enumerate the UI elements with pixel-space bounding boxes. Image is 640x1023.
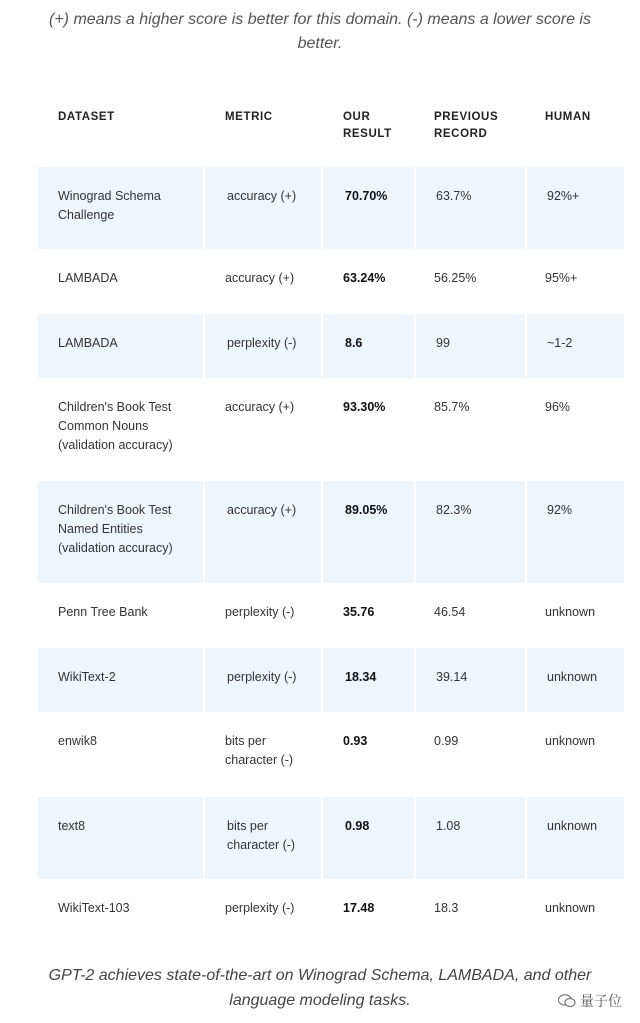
cell-our-result: 8.6: [321, 314, 414, 378]
cell-our-result: 89.05%: [321, 481, 414, 583]
cell-dataset-line: enwik8: [58, 734, 97, 748]
table-row: [38, 481, 624, 583]
cell-metric: [203, 583, 321, 648]
cell-our-result: 35.76: [343, 605, 375, 619]
cell-human: unknown: [545, 605, 596, 619]
wechat-logo-icon: [558, 994, 576, 1008]
cell-previous-record: 0.99: [434, 734, 459, 748]
table-row: [38, 249, 624, 314]
cell-previous-record: 99: [414, 314, 525, 378]
cell-previous-record: 18.3: [434, 901, 459, 915]
cell-metric-line: bits per: [227, 819, 268, 833]
cell-dataset: [38, 648, 203, 712]
table-row: [38, 583, 624, 648]
cell-metric: [203, 648, 321, 712]
cell-human: unknown: [525, 797, 624, 879]
cell-human: unknown: [525, 648, 624, 712]
cell-our-result: 17.48: [343, 901, 375, 915]
cell-dataset-line: text8: [58, 819, 86, 833]
cell-metric-line: perplexity (-): [225, 605, 295, 619]
cell-dataset-line: LAMBADA: [58, 336, 118, 350]
cell-metric: [203, 712, 321, 797]
results-table: [38, 85, 624, 944]
cell-human: 92%+: [525, 167, 624, 249]
cell-our-result: 93.30%: [343, 400, 386, 414]
cell-dataset-line: Challenge: [58, 208, 115, 222]
table-header: [38, 85, 624, 167]
cell-previous-record: 63.7%: [414, 167, 525, 249]
cell-dataset: [38, 481, 203, 583]
cell-metric: [203, 797, 321, 879]
cell-previous-record: 39.14: [414, 648, 525, 712]
header-dataset: DATASET: [58, 111, 115, 123]
cell-metric-line: accuracy (+): [225, 400, 295, 414]
cell-metric: [203, 249, 321, 314]
cell-dataset: [38, 879, 203, 944]
cell-metric: [203, 879, 321, 944]
cell-human: unknown: [545, 734, 596, 748]
scoring-note: (+) means a higher score is better for this domain. (-) means a lower score is better.: [49, 11, 591, 52]
cell-dataset-line: WikiText-103: [58, 901, 130, 915]
cell-human: 95%+: [545, 271, 578, 285]
cell-dataset: [38, 314, 203, 378]
cell-dataset-line: (validation accuracy): [58, 438, 173, 452]
cell-previous-record: 56.25%: [434, 271, 477, 285]
cell-dataset: [38, 712, 203, 797]
cell-human: ~1-2: [525, 314, 624, 378]
table-row: [38, 167, 624, 249]
cell-dataset: [38, 167, 203, 249]
cell-dataset: [38, 249, 203, 314]
cell-metric: [203, 167, 321, 249]
cell-dataset-line: Children's Book Test: [58, 503, 172, 517]
cell-dataset-line: Children's Book Test: [58, 400, 172, 414]
cell-dataset-line: WikiText-2: [58, 670, 116, 684]
cell-metric-line: accuracy (+): [227, 189, 297, 203]
header-human: HUMAN: [545, 111, 591, 123]
cell-dataset-line: LAMBADA: [58, 271, 118, 285]
cell-dataset: [38, 797, 203, 879]
watermark-text: 量子位: [580, 993, 622, 1009]
cell-our-result: 0.98: [321, 797, 414, 879]
header-previous-record-line2: RECORD: [434, 128, 488, 140]
cell-dataset-line: Winograd Schema: [58, 189, 161, 203]
header-our-result-line2: RESULT: [343, 128, 392, 140]
table-row: [38, 378, 624, 481]
cell-human: 96%: [545, 400, 571, 414]
cell-metric: [203, 378, 321, 481]
cell-dataset-line: Common Nouns: [58, 419, 149, 433]
cell-metric: [203, 314, 321, 378]
cell-previous-record: 85.7%: [434, 400, 470, 414]
cell-metric-line: accuracy (+): [227, 503, 297, 517]
table-row: [38, 879, 624, 944]
table-row: [38, 797, 624, 879]
cell-metric-line: perplexity (-): [227, 336, 297, 350]
header-metric: METRIC: [225, 111, 273, 123]
cell-our-result: 0.93: [343, 734, 368, 748]
cell-metric-line: bits per: [225, 734, 266, 748]
cell-our-result: 63.24%: [343, 271, 386, 285]
table-row: [38, 712, 624, 797]
cell-metric-line: perplexity (-): [227, 670, 297, 684]
cell-previous-record: 46.54: [434, 605, 466, 619]
cell-metric-line: perplexity (-): [225, 901, 295, 915]
table-body: [38, 167, 624, 944]
header-our-result: [321, 109, 414, 143]
cell-human: unknown: [545, 901, 596, 915]
cell-our-result: 18.34: [321, 648, 414, 712]
cell-dataset-line: Penn Tree Bank: [58, 605, 148, 619]
cell-previous-record: 1.08: [414, 797, 525, 879]
cell-metric-line: accuracy (+): [225, 271, 295, 285]
header-previous-record-line1: PREVIOUS: [434, 111, 499, 123]
cell-dataset-line: Named Entities: [58, 522, 143, 536]
table-row: [38, 648, 624, 712]
figure-caption: GPT-2 achieves state-of-the-art on Winograd Schema, LAMBADA, and other language modeling tasks.: [48, 967, 592, 1009]
cell-human: 92%: [525, 481, 624, 583]
cell-dataset-line: (validation accuracy): [58, 541, 173, 555]
cell-metric-line: character (-): [227, 838, 296, 852]
cell-metric: [203, 481, 321, 583]
header-our-result-line1: OUR: [343, 111, 371, 123]
cell-previous-record: 82.3%: [414, 481, 525, 583]
watermark: [558, 991, 622, 1011]
cell-metric-line: character (-): [225, 753, 294, 767]
cell-our-result: 70.70%: [321, 167, 414, 249]
table-row: [38, 314, 624, 378]
header-previous-record: [414, 109, 525, 143]
cell-dataset: [38, 378, 203, 481]
cell-dataset: [38, 583, 203, 648]
